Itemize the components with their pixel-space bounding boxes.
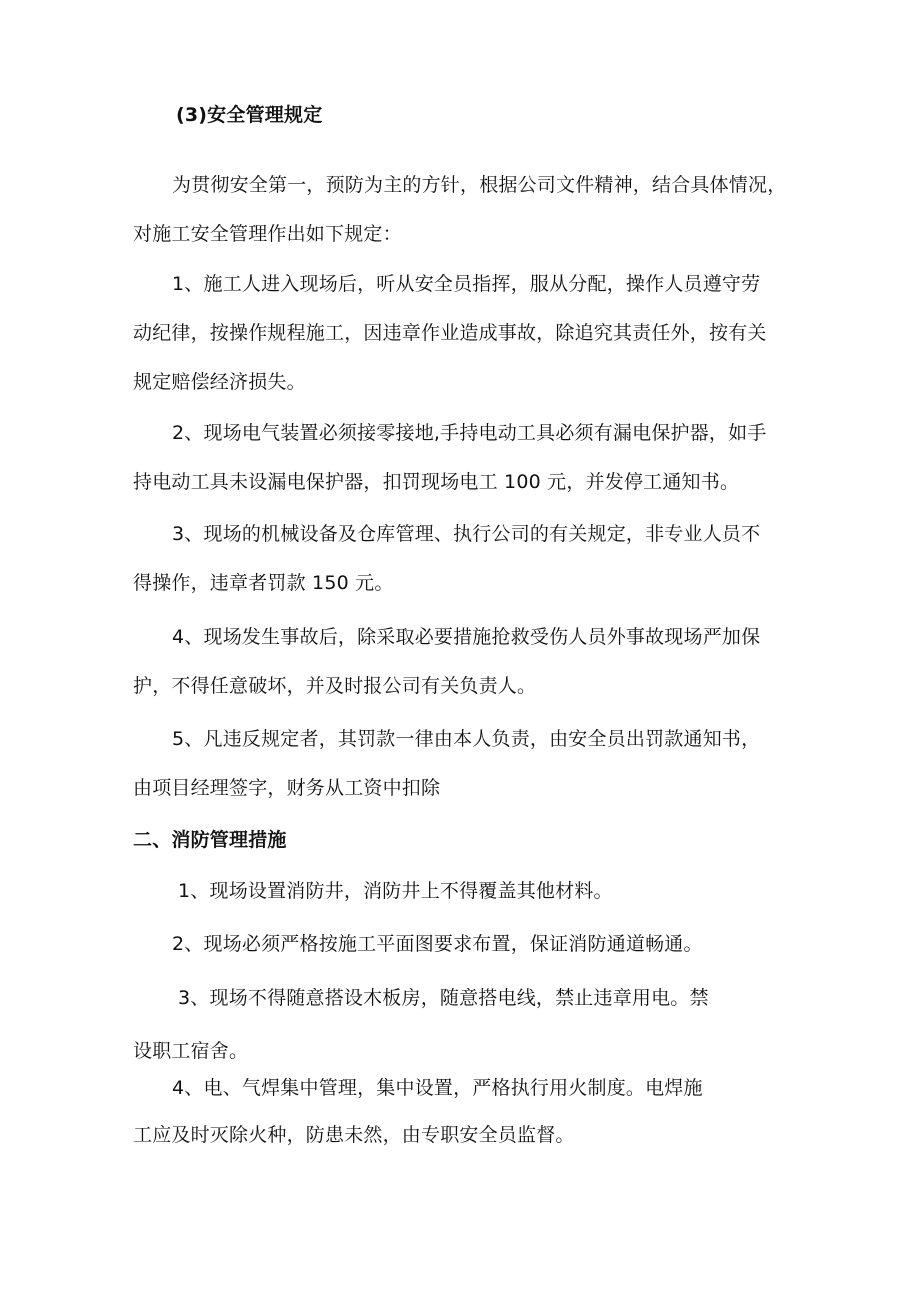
safety-item-2-line-1: 2、现场电气装置必须接零接地,手持电动工具必须有漏电保护器，如手: [172, 422, 767, 444]
section-heading-fire-measures: 二、消防管理措施: [133, 829, 287, 851]
safety-item-3-line-1: 3、现场的机械设备及仓库管理、执行公司的有关规定，非专业人员不: [172, 523, 761, 545]
intro-line-2: 对施工安全管理作出如下规定：: [133, 223, 402, 245]
intro-line-1: 为贯彻安全第一，预防为主的方针，根据公司文件精神，结合具体情况，: [172, 174, 787, 196]
safety-item-1-line-3: 规定赔偿经济损失。: [133, 371, 306, 393]
fire-item-2-line-1: 2、现场必须严格按施工平面图要求布置，保证消防通道畅通。: [172, 933, 703, 955]
fire-item-3-line-2: 设职工宿舍。: [133, 1040, 249, 1062]
safety-item-3-line-2: 得操作，违章者罚款 150 元。: [133, 572, 394, 594]
safety-item-4-line-2: 护，不得任意破坏，并及时报公司有关负责人。: [133, 675, 537, 697]
safety-item-1-line-1: 1、施工人进入现场后，听从安全员指挥，服从分配，操作人员遵守劳: [172, 273, 761, 295]
safety-item-4-line-1: 4、现场发生事故后，除采取必要措施抢救受伤人员外事故现场严加保: [172, 626, 761, 648]
safety-item-1-line-2: 动纪律，按操作规程施工，因违章作业造成事故，除追究其责任外，按有关: [133, 322, 767, 344]
fire-item-1-line-1: 1、现场设置消防井，消防井上不得覆盖其他材料。: [178, 880, 613, 902]
section-heading-safety-rules: (3)安全管理规定: [176, 104, 323, 126]
safety-item-2-line-2: 持电动工具未设漏电保护器，扣罚现场电工 100 元，并发停工通知书。: [133, 471, 740, 493]
safety-item-5-line-1: 5、凡违反规定者，其罚款一律由本人负责，由安全员出罚款通知书，: [172, 728, 761, 750]
fire-item-4-line-2: 工应及时灭除火种，防患未然，由专职安全员监督。: [133, 1124, 575, 1146]
fire-item-4-line-1: 4、电、气焊集中管理，集中设置，严格执行用火制度。电焊施: [172, 1077, 703, 1099]
fire-item-3-line-1: 3、现场不得随意搭设木板房，随意搭电线，禁止违章用电。禁: [178, 987, 709, 1009]
safety-item-5-line-2: 由项目经理签字，财务从工资中扣除: [133, 777, 441, 799]
